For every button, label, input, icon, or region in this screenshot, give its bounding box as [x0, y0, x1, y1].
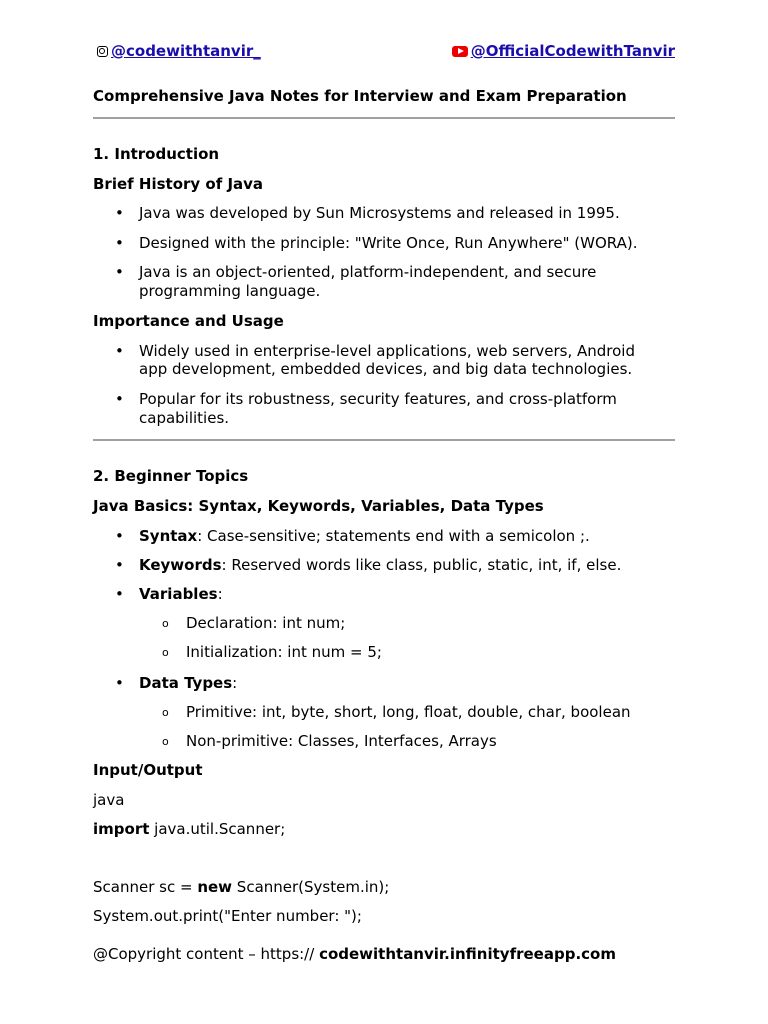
footer-copyright	[93, 945, 616, 963]
instagram-handle[interactable]: @codewithtanvir_	[111, 42, 261, 60]
code-text: Scanner(System.in);	[232, 878, 390, 896]
syntax-text: : Case-sensitive; statements end with a semicolon ;.	[197, 527, 590, 545]
youtube-icon	[452, 46, 468, 57]
instagram-icon	[97, 46, 108, 57]
list-item: • Designed with the principle: "Write Once, Run Anywhere" (WORA).	[139, 233, 638, 253]
sub-list-item: o Non-primitive: Classes, Interfaces, Arrays	[186, 732, 497, 750]
list-item-continuation: app development, embedded devices, and big data technologies.	[139, 360, 633, 378]
code-text: java.util.Scanner;	[149, 820, 286, 838]
footer-prefix: @Copyright content – https://	[93, 945, 320, 963]
divider	[93, 117, 675, 119]
list-item-datatypes	[139, 673, 237, 693]
basics-heading: Java Basics: Syntax, Keywords, Variables, Data Types	[93, 497, 544, 515]
instagram-link[interactable]	[97, 42, 261, 60]
syntax-label: Syntax	[139, 527, 198, 545]
sub-list-item: o Primitive: int, byte, short, long, float, double, char, boolean	[186, 703, 631, 721]
list-item: • Java is an object-oriented, platform-independent, and secure	[139, 262, 596, 282]
code-language-label: java	[93, 791, 125, 809]
variables-label: Variables	[139, 585, 218, 603]
list-item: • Java was developed by Sun Microsystems and released in 1995.	[139, 203, 620, 223]
page-title: Comprehensive Java Notes for Interview and Exam Preparation	[93, 87, 627, 105]
footer-site-link[interactable]: codewithtanvir.infinityfreeapp.com	[319, 945, 616, 963]
code-line-print: System.out.print("Enter number: ");	[93, 907, 362, 925]
youtube-link[interactable]	[452, 42, 675, 60]
list-item-keywords	[139, 555, 621, 575]
datatypes-label: Data Types	[139, 674, 233, 692]
section2-heading: 2. Beginner Topics	[93, 467, 249, 485]
history-heading: Brief History of Java	[93, 175, 264, 193]
youtube-handle[interactable]: @OfficialCodewithTanvir	[470, 42, 675, 60]
code-keyword: new	[197, 878, 233, 896]
list-item-continuation: programming language.	[139, 282, 321, 300]
list-item: • Popular for its robustness, security features, and cross-platform	[139, 389, 617, 409]
list-item-syntax	[139, 526, 590, 546]
keywords-text: : Reserved words like class, public, static, int, if, else.	[221, 556, 622, 574]
datatypes-text: :	[232, 674, 238, 692]
keywords-label: Keywords	[139, 556, 222, 574]
variables-text: :	[217, 585, 223, 603]
code-keyword: import	[93, 820, 150, 838]
list-item-continuation: capabilities.	[139, 409, 230, 427]
divider	[93, 439, 675, 441]
sub-list-item: o Initialization: int num = 5;	[186, 643, 382, 661]
list-item-variables	[139, 584, 223, 604]
usage-heading: Importance and Usage	[93, 312, 284, 330]
code-line-import	[93, 820, 285, 838]
sub-list-item: o Declaration: int num;	[186, 614, 345, 632]
list-item: • Widely used in enterprise-level applications, web servers, Android	[139, 341, 635, 361]
code-line-scanner	[93, 878, 389, 896]
section1-heading: 1. Introduction	[93, 145, 220, 163]
io-heading: Input/Output	[93, 761, 203, 779]
code-text: Scanner sc =	[93, 878, 198, 896]
